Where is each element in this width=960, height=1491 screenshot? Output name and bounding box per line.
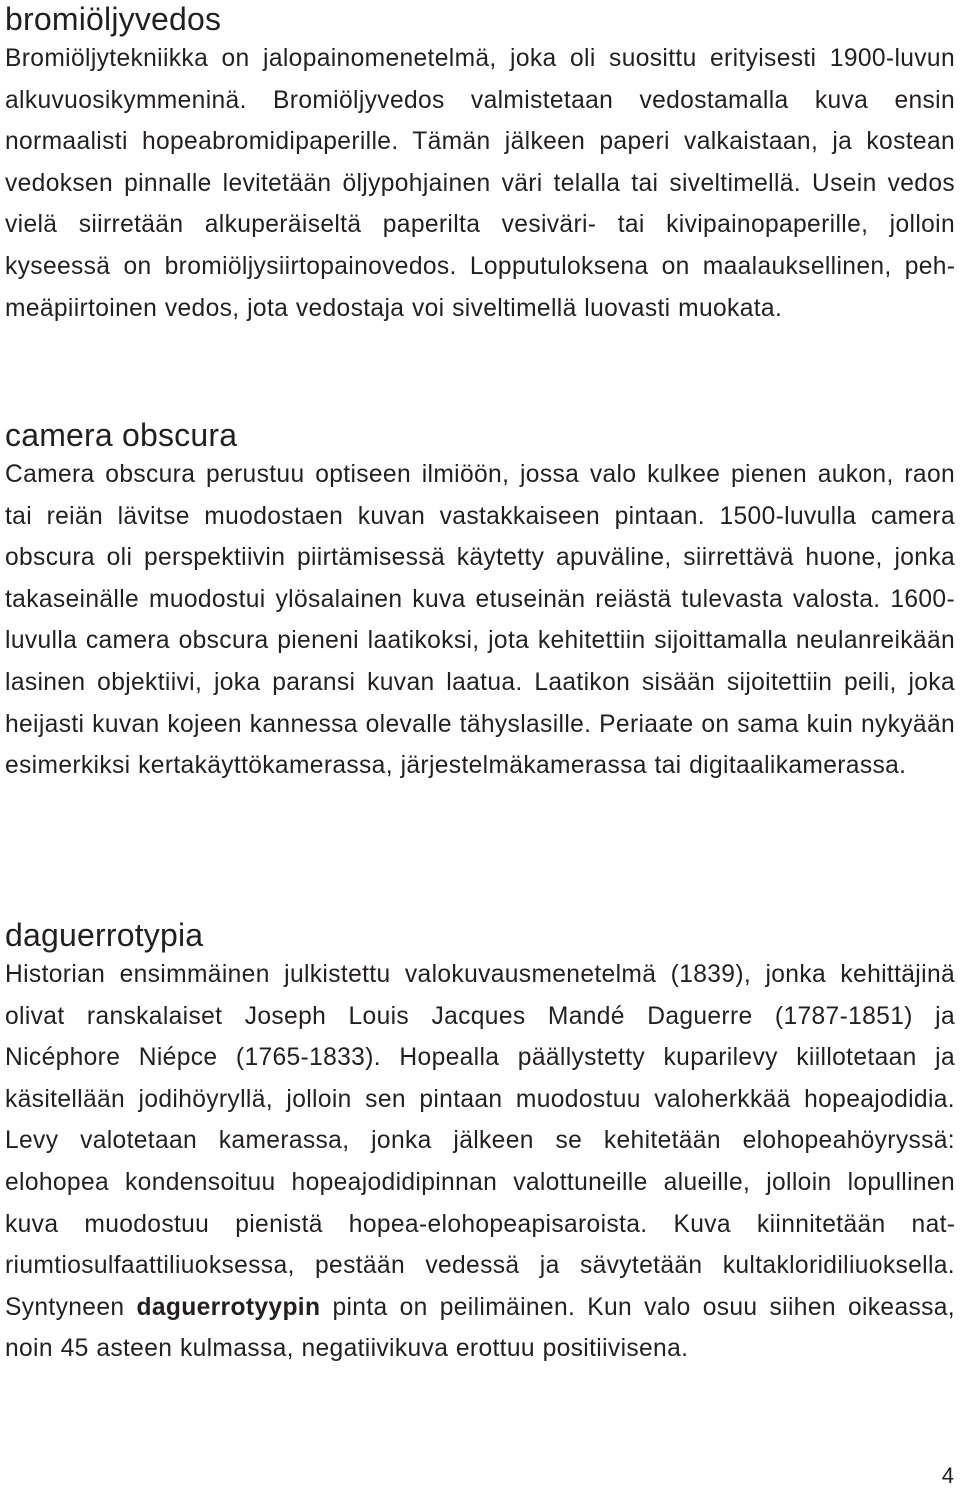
page-number: 4 xyxy=(941,1463,954,1488)
entry-camera-obscura xyxy=(5,416,955,787)
entry-body-text: pinta on peilimäinen. Kun valo osuu siihen oikeassa, noin 45 asteen kulmassa, negatiivikuva erottuu positiivisena. xyxy=(5,1293,955,1363)
entry-daguerrotypia xyxy=(5,916,955,1370)
entry-body: Camera obscura perustuu optiseen ilmiöön, jossa valo kulkee pienen aukon, raon tai reiän lävitse muodostaen kuvan vastakkaiseen pintaan. 1500-luvulla camera obscura oli perspektiivin piirtämisessä käytetty apuväline, siirrettävä huone, jonka takaseinälle muodostui ylösalainen kuva etuseinän reiästä tulevasta valosta. 1600-luvulla camera obscura pieneni laatikoksi, jota kehitettiin sijoittamalla neulanreikään lasinen objektiivi, joka paransi kuvan laatua. Laatikon sisään sijoitettiin peili, joka heijasti kuvan kojeen kannessa olevalle tähyslasille. Periaate on sama kuin nykyään esimerkiksi kertakäyttökamerassa, järjestelmäkamerassa tai digitaalikamerassa. xyxy=(5,461,955,780)
entry-title: camera obscura xyxy=(5,417,238,453)
entry-body xyxy=(5,954,955,1370)
entry-title: daguerrotypia xyxy=(5,917,204,953)
entry-body: Bromiöljytekniikka on jalopainomenetelmä, joka oli suosittu erityisesti 1900-luvun alkuvuosikymmeninä. Bromiöljyvedos valmistetaan vedostamalla kuva ensin normaalisti hopeabromidipaperille. Tämän jälkeen paperi valkaistaan, ja kostean vedoksen pinnalle levitetään öljypohjainen väri telalla tai siveltimellä. Usein vedos vielä siirretään alkuperäiseltä paperilta vesiväri- tai kivipainopaperille, jolloin kyseessä on bromiöljysiirtopainovedos. Lopputuloksena on maalauksellinen, pehmeäpiirtoinen vedos, jota vedostaja voi siveltimellä luovasti muokata. xyxy=(5,45,955,322)
entry-body-text: Historian ensimmäinen julkistettu valokuvausmenetelmä (1839), jonka kehittäjinä olivat ranskalaiset Joseph Louis Jacques Mandé Daguerre (1787-1851) ja Nicéphore Niépce (1765-1833). Hopealla päällystetty kuparilevy kiillotetaan ja käsitellään jodihöyryllä, jolloin sen pintaan muodostuu valoherkkää hopeajodidia. Levy valotetaan kamerassa, jonka jälkeen se kehitetään elohopeahöyryssä: elohopea kondensoituu hopeajodidipinnan valottuneille alueille, jolloin lopullinen kuva muodostuu pienistä hopea-elohopeapisaroista. Kuva kiinnitetään natriumtiosulfaattiliuoksessa, pestään vedessä ja sävytetään kultakloridiliuoksella. Syntyneen xyxy=(5,961,955,1321)
bold-term: daguerrotyypin xyxy=(136,1293,321,1321)
entry-title: bromiöljyvedos xyxy=(5,1,222,37)
entry-bromioljyvedos xyxy=(5,0,955,329)
